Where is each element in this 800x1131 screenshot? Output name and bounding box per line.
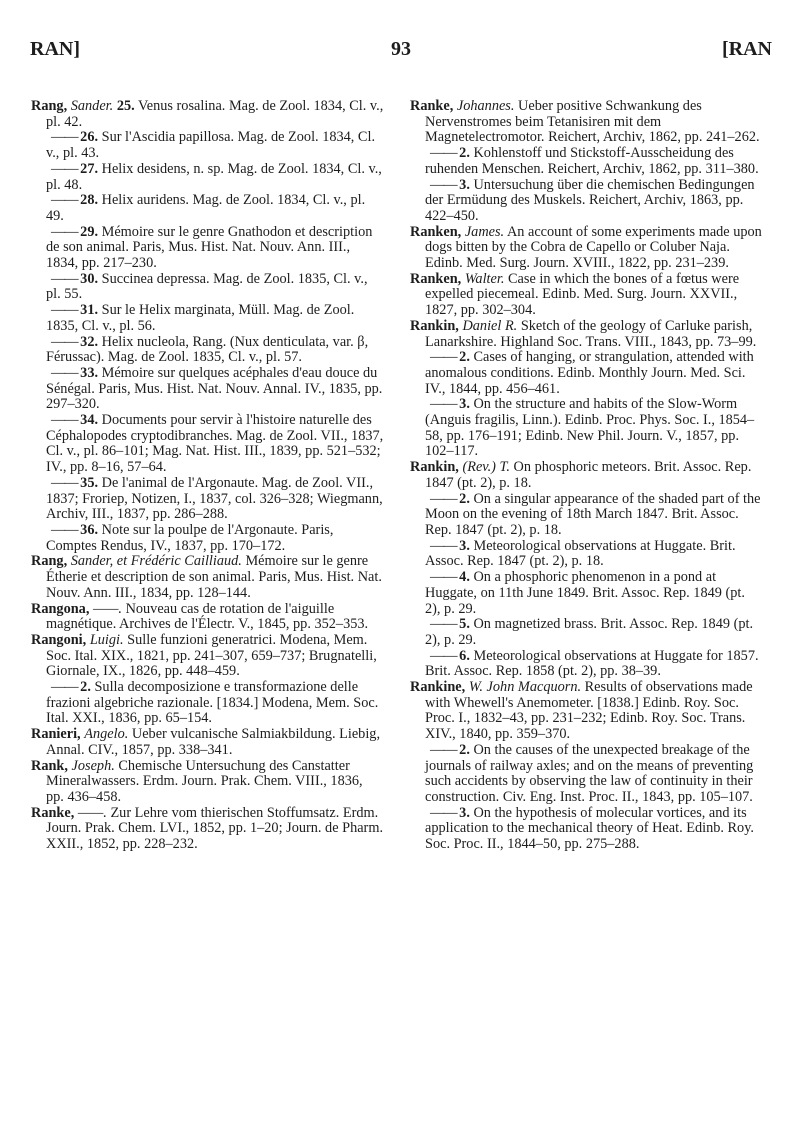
entry-text: On the causes of the unexpected breakage of the journals of railway axles; and on the means of preventing such accidents by observing the law of continuity in their construction. Civ. Eng. Inst. Proc. II., 1843, pp. 105–107. (425, 741, 754, 805)
ditto-dash: —— (51, 521, 81, 538)
entry-text: Case in which the bones of a fœtus were expelled piecemeal. Edinb. Med. Surg. Journ. XXVII., 1827, pp. 302–304. (425, 270, 740, 319)
bibliography-entry (31, 303, 384, 334)
entry-number: 25. (116, 98, 135, 114)
author-surname: Rang, (31, 98, 68, 114)
author-surname: Rangona, (31, 600, 90, 617)
author-surname: Ranke, (410, 98, 454, 114)
entry-text: Results of observations made with Whewell's Anemometer. [1838.] Edinb. Roy. Soc. Proc. I., 1832–43, pp. 231–232; Edinb. Roy. Soc. Trans. XIV., 1840, pp. 359–370. (425, 679, 753, 743)
left-column (31, 99, 384, 853)
bibliography-entry (31, 335, 384, 366)
bibliography-entry (31, 476, 384, 523)
author-surname: Rankin, (410, 459, 459, 476)
entry-text: Zur Lehre vom thierischen Stoffumsatz. Erdm. Journ. Prak. Chem. LVI., 1852, pp. 1–20; Journ. de Pharm. XXII., 1852, pp. 228–232. (46, 804, 384, 853)
entry-text: Helix desidens, n. sp. Mag. de Zool. 1834, Cl. v., pl. 48. (46, 160, 382, 193)
author-forename: ——. (77, 804, 107, 821)
bibliography-entry (410, 492, 763, 539)
bibliography-entry (31, 633, 384, 680)
header-range-end: [RAN (722, 38, 772, 60)
ditto-dash: —— (51, 333, 81, 350)
entry-number: 34. (80, 412, 99, 429)
page-header (30, 38, 772, 78)
entry-text: On the structure and habits of the Slow-Worm (Anguis fragilis, Linn.). Edinb. Proc. Phys. Soc. I., 1854–58, pp. 176–191; Edinb. New Phil. Journ. V., 1857, pp. 102–117. (425, 396, 755, 460)
entry-text: De l'animal de l'Argonaute. Mag. de Zool. VII., 1837; Froriep, Notizen, I., 1837, col. 326–328; Wiegmann, Archiv, III., 1837, pp. 286–288. (46, 474, 383, 523)
author-forename: ——. (92, 600, 122, 617)
entry-text: Kohlenstoff und Stickstoff-Ausscheidung des ruhenden Menschen. Reichert, Archiv, 1862, pp. 311–380. (425, 145, 759, 177)
entry-number: 30. (80, 270, 99, 287)
entry-number: 3. (459, 176, 470, 193)
author-surname: Ranke, (31, 804, 75, 821)
author-forename: W. John Macquorn. (468, 679, 582, 696)
entry-text: Nouveau cas de rotation de l'aiguille magnétique. Archives de l'Électr. V., 1845, pp. 352–353. (46, 600, 369, 633)
ditto-dash: —— (430, 804, 460, 821)
entry-number: 36. (80, 521, 99, 538)
bibliography-entry (31, 759, 384, 806)
bibliography-entry (410, 99, 763, 146)
bibliography-entry (410, 539, 763, 570)
entry-text: Documents pour servir à l'histoire naturelle des Céphalopodes cryptodibranches. Mag. de Zool. VII., 1837, Cl. v., pl. 86–101; Mag. Nat. Hist. III., 1839, pp. 521–532; IV., pp. 8–16, 57–64. (46, 412, 384, 476)
right-column (410, 99, 763, 853)
entry-text: Mémoire sur le genre Gnathodon et description de son animal. Paris, Mus. Hist. Nat. Nouv. Ann. III., 1834, pp. 217–230. (46, 223, 373, 272)
author-surname: Rank, (31, 757, 68, 774)
entry-text: Sur le Helix marginata, Müll. Mag. de Zool. 1835, Cl. v., pl. 56. (46, 302, 355, 334)
entry-text: Ueber positive Schwankung des Nervenstromes beim Tetanisiren mit dem Magnetelectromotor. Reichert, Archiv, 1862, pp. 241–262. (425, 98, 760, 146)
bibliography-entry (31, 366, 384, 413)
entry-text: On the hypothesis of molecular vortices, and its application to the mechanical theory of Heat. Edinb. Roy. Soc. Proc. II., 1844–50, pp. 275–288. (425, 804, 754, 853)
entry-number: 2. (459, 741, 470, 758)
entry-text: Untersuchung über die chemischen Bedingungen der Ermüdung des Muskels. Reichert, Archiv, 1863, pp. 422–450. (425, 176, 755, 224)
author-forename: (Rev.) T. (462, 459, 510, 476)
bibliography-entry (410, 350, 763, 397)
entry-text: Meteorological observations at Huggate for 1857. Brit. Assoc. Rep. 1858 (pt. 2), pp. 38–39. (425, 647, 759, 680)
entry-text: Sulle funzioni generatrici. Modena, Mem. Soc. Ital. XIX., 1821, pp. 241–307, 659–737; Brugnatelli, Giornale, IX., 1826, pp. 448–459. (46, 631, 377, 680)
bibliography-entry (31, 413, 384, 476)
ditto-dash: —— (51, 192, 81, 209)
author-surname: Rang, (31, 553, 68, 570)
author-forename: Sander, et Frédéric Cailliaud. (70, 553, 242, 570)
bibliography-entry (410, 460, 763, 491)
entry-number: 27. (80, 160, 99, 177)
author-forename: Luigi. (89, 631, 124, 648)
ditto-dash: —— (51, 679, 81, 696)
entry-text: Note sur la poulpe de l'Argonaute. Paris, Comptes Rendus, IV., 1837, pp. 170–172. (46, 521, 334, 554)
entry-text: Helix auridens. Mag. de Zool. 1834, Cl. v., pl. 49. (46, 192, 366, 224)
bibliography-entry (31, 602, 384, 633)
bibliography-entry (31, 523, 384, 554)
entry-number: 2. (459, 490, 470, 507)
entry-number: 2. (459, 145, 470, 162)
ditto-dash: —— (430, 349, 460, 366)
bibliography-entry (410, 680, 763, 743)
page-number: 93 (391, 38, 411, 60)
bibliography-entry (410, 272, 763, 319)
entry-number: 35. (80, 474, 99, 491)
entry-text: Helix nucleola, Rang. (Nux denticulata, var. β, Férussac). Mag. de Zool. 1835, Cl. v., pl. 57. (46, 333, 369, 366)
bibliography-entry (410, 806, 763, 853)
entry-text: On phosphoric meteors. Brit. Assoc. Rep. 1847 (pt. 2), p. 18. (425, 459, 752, 491)
author-surname: Ranken, (410, 223, 462, 240)
ditto-dash: —— (430, 616, 460, 633)
entry-text: Venus rosalina. Mag. de Zool. 1834, Cl. v., pl. 42. (46, 98, 384, 130)
entry-number: 26. (80, 129, 99, 146)
ditto-dash: —— (430, 396, 460, 413)
author-forename: Daniel R. (462, 317, 518, 334)
entry-number: 31. (80, 302, 99, 319)
ditto-dash: —— (51, 270, 81, 287)
ditto-dash: —— (430, 490, 460, 507)
ditto-dash: —— (51, 474, 81, 491)
bibliography-entry (31, 554, 384, 601)
bibliography-entry (410, 225, 763, 272)
entry-text: Cases of hanging, or strangulation, attended with anomalous conditions. Edinb. Monthly Journ. Med. Sci. IV., 1844, pp. 456–461. (425, 349, 754, 397)
entry-text: Meteorological observations at Huggate. Brit. Assoc. Rep. 1847 (pt. 2), p. 18. (425, 537, 736, 570)
entry-number: 33. (80, 364, 99, 381)
ditto-dash: —— (430, 537, 460, 554)
ditto-dash: —— (51, 129, 81, 146)
author-forename: Walter. (464, 270, 505, 287)
header-range-start: RAN] (30, 38, 80, 60)
ditto-dash: —— (51, 412, 81, 429)
ditto-dash: —— (51, 223, 81, 240)
entry-number: 29. (80, 223, 99, 240)
bibliography-entry (31, 193, 384, 224)
author-forename: Joseph. (71, 757, 115, 774)
entry-number: 32. (80, 333, 99, 350)
author-forename: Sander. (70, 98, 114, 114)
ditto-dash: —— (430, 145, 460, 162)
ditto-dash: —— (430, 647, 460, 664)
bibliography-entry (31, 806, 384, 853)
entry-number: 3. (459, 804, 470, 821)
entry-number: 3. (459, 537, 470, 554)
bibliography-entry (410, 649, 763, 680)
entry-text: Chemische Untersuchung des Canstatter Mineralwassers. Erdm. Journ. Prak. Chem. VIII., 1836, pp. 436–458. (46, 757, 363, 805)
entry-text: On a singular appearance of the shaded part of the Moon on the evening of 18th March 1847. Brit. Assoc. Rep. 1847 (pt. 2), p. 18. (425, 490, 761, 538)
ditto-dash: —— (430, 741, 460, 758)
author-forename: James. (464, 223, 505, 240)
entry-text: Mémoire sur quelques acéphales d'eau douce du Sénégal. Paris, Mus. Hist. Nat. Nouv. Annal. IV., 1835, pp. 297–320. (46, 364, 383, 413)
ditto-dash: —— (51, 302, 81, 319)
entry-number: 28. (80, 192, 99, 209)
entry-text: Sketch of the geology of Carluke parish, Lanarkshire. Highland Soc. Trans. VIII., 1843, pp. 73–99. (425, 317, 757, 350)
bibliography-entry (410, 617, 763, 648)
bibliography-entry (410, 743, 763, 806)
entry-text: Succinea depressa. Mag. de Zool. 1835, Cl. v., pl. 55. (46, 270, 368, 303)
bibliography-entry (410, 178, 763, 225)
entry-number: 6. (459, 647, 470, 664)
ditto-dash: —— (51, 364, 81, 381)
entry-text: Sur l'Ascidia papillosa. Mag. de Zool. 1834, Cl. v., pl. 43. (46, 129, 376, 162)
author-forename: Angelo. (84, 726, 129, 743)
entry-number: 3. (459, 396, 470, 413)
bibliography-entry (410, 397, 763, 460)
bibliography-entry (31, 130, 384, 161)
bibliography-entry (31, 162, 384, 193)
author-surname: Rankin, (410, 317, 459, 334)
entry-number: 2. (80, 679, 91, 696)
author-forename: Johannes. (456, 98, 515, 114)
entry-text: Mémoire sur le genre Étherie et description de son animal. Paris, Mus. Hist. Nat. Nouv. Ann. III., 1834, pp. 128–144. (46, 553, 382, 601)
entry-text: On magnetized brass. Brit. Assoc. Rep. 1849 (pt. 2), p. 29. (425, 616, 754, 648)
author-surname: Rangoni, (31, 631, 87, 648)
bibliography-entry (31, 225, 384, 272)
entry-number: 4. (459, 569, 470, 586)
ditto-dash: —— (430, 569, 460, 586)
bibliography-entry (31, 272, 384, 303)
entry-text: Sulla decomposizione e transformazione delle frazioni algebriche razionale. [1834.] Modena, Mem. Soc. Ital. XXI., 1836, pp. 65–154. (46, 679, 379, 727)
author-surname: Ranieri, (31, 726, 81, 743)
bibliography-entry (410, 570, 763, 617)
entry-number: 5. (459, 616, 470, 633)
bibliography-entry (410, 146, 763, 177)
entry-text: An account of some experiments made upon dogs bitten by the Cobra de Capello or Coluber Naja. Edinb. Med. Surg. Journ. XVIII., 1822, pp. 231–239. (425, 223, 762, 272)
author-surname: Rankine, (410, 679, 466, 696)
bibliography-entry (31, 680, 384, 727)
bibliography-entry (31, 99, 384, 130)
author-surname: Ranken, (410, 270, 462, 287)
bibliography-entry (31, 727, 384, 758)
entry-number: 2. (459, 349, 470, 366)
bibliography-entry (410, 319, 763, 350)
ditto-dash: —— (51, 160, 81, 177)
ditto-dash: —— (430, 176, 460, 193)
entry-text: On a phosphoric phenomenon in a pond at Huggate, on 11th June 1849. Brit. Assoc. Rep. 1849 (pt. 2), p. 29. (425, 569, 745, 617)
entry-text: Ueber vulcanische Salmiakbildung. Liebig, Annal. CIV., 1857, pp. 338–341. (46, 726, 381, 758)
